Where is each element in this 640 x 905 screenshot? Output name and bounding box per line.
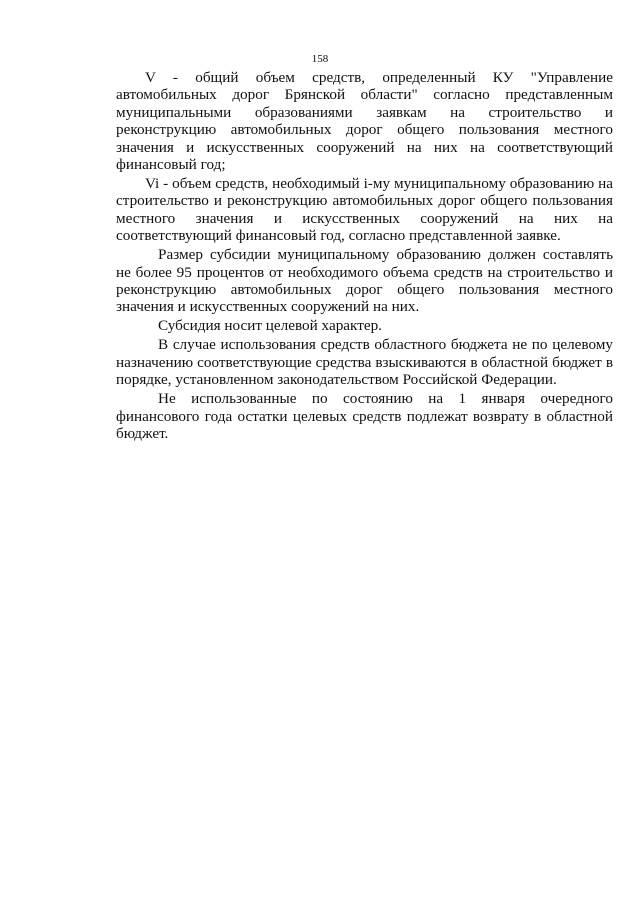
paragraph-target-purpose: Субсидия носит целевой характер. [158, 317, 382, 335]
paragraph-v-definition: V - общий объем средств, определенный КУ "Управление автомобильных дорог Брянской области" согласно представленным муниципальными образованиями заявкам на строительство и реконструкцию автомобильных дорог общего пользования местного значения и искусственных сооружений на них на соответствующий финансовый год; [116, 69, 613, 174]
page-number: 158 [311, 53, 329, 65]
document-body [116, 69, 613, 444]
paragraph-unused-funds: Не использованные по состоянию на 1 января очередного финансового года остатки целевых средств подлежат возврату в областной бюджет. [116, 390, 613, 443]
paragraph-subsidy-size: Размер субсидии муниципальному образованию должен составлять не более 95 процентов от необходимого объема средств на строительство и реконструкцию автомобильных дорог общего пользования местного значения и искусственных сооружений на них. [116, 246, 613, 316]
paragraph-misuse: В случае использования средств областного бюджета не по целевому назначению соответствующие средства взыскиваются в областной бюджет в порядке, установленном законодательством Российской Федерации. [116, 336, 613, 389]
paragraph-vi-definition: Vi - объем средств, необходимый i-му муниципальному образованию на строительство и реконструкцию автомобильных дорог общего пользования местного значения и искусственных сооружений на них на соответствующий финансовый год, согласно представленной заявке. [116, 175, 613, 245]
